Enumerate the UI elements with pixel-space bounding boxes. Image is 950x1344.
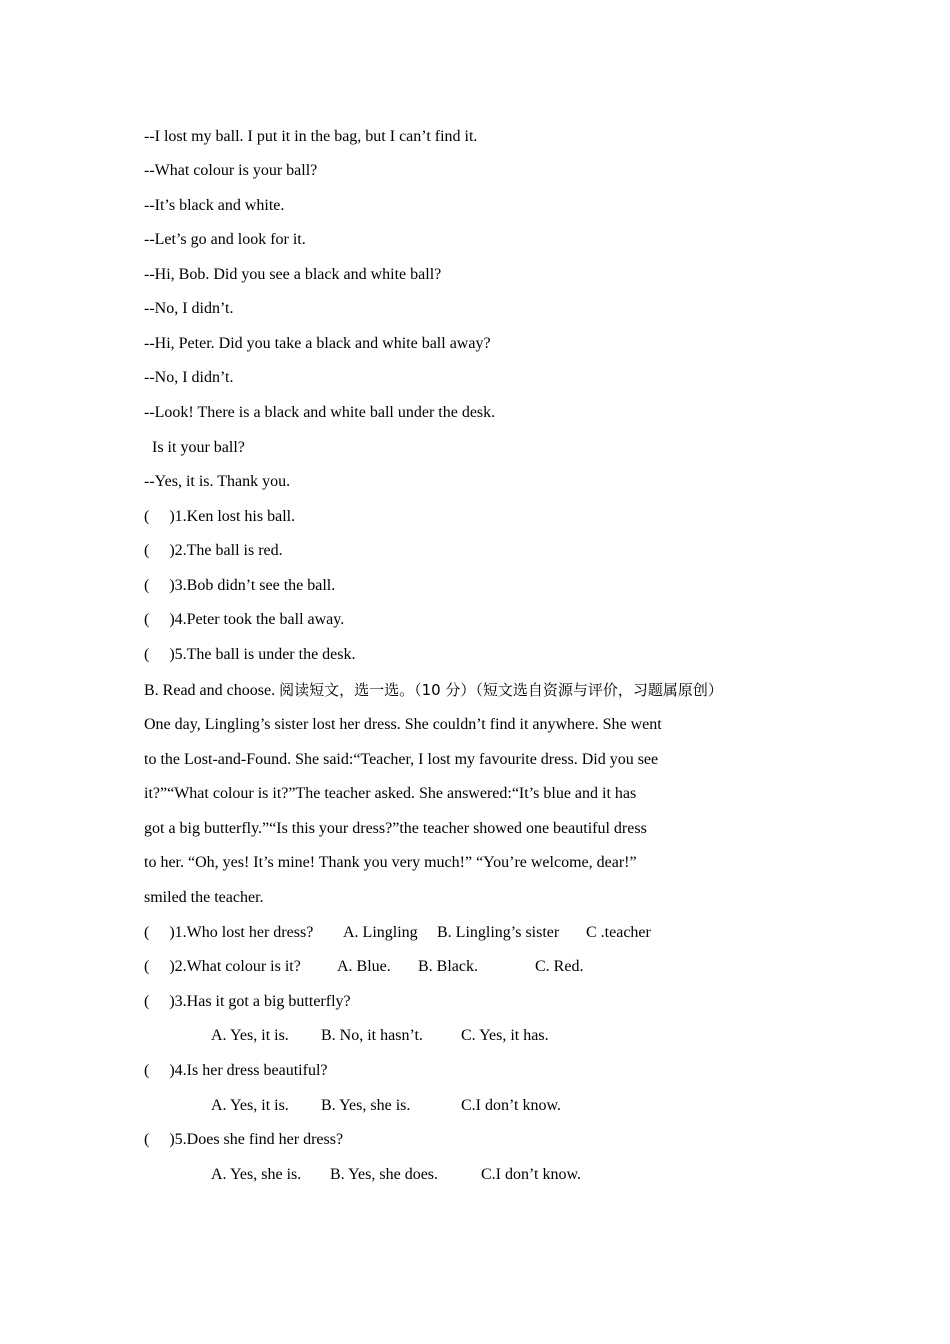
dialogue-line: --No, I didn’t. (144, 369, 234, 386)
dialogue-line: --Look! There is a black and white ball under the desk. (144, 404, 496, 421)
choice-option-a: A. Blue. (337, 958, 391, 975)
choice-option-b: B. Lingling’s sister (437, 924, 560, 941)
choice-question-stem: ( )4.Is her dress beautiful? (144, 1062, 328, 1079)
passage-line: it?”“What colour is it?”The teacher asked. She answered:“It’s blue and it has (144, 785, 637, 802)
section-b-heading-cn: 阅读短文，选一选。（10 分）（短文选自资源与评价，习题属原创） (279, 681, 723, 699)
choice-option-b: B. Yes, she does. (330, 1166, 439, 1183)
dialogue-line: --What colour is your ball? (144, 162, 318, 179)
choice-option-a: A. Lingling (343, 924, 418, 941)
choice-option-c: C.I don’t know. (461, 1097, 561, 1114)
judgement-question: ( )1.Ken lost his ball. (144, 508, 296, 525)
choice-option-c: C .teacher (586, 924, 651, 941)
dialogue-line: --Hi, Bob. Did you see a black and white ball? (144, 266, 442, 283)
dialogue-line: --Yes, it is. Thank you. (144, 473, 291, 490)
judgement-question: ( )3.Bob didn’t see the ball. (144, 577, 336, 594)
choice-option-a: A. Yes, it is. (211, 1027, 289, 1044)
choice-question-stem: ( )3.Has it got a big butterfly? (144, 993, 351, 1010)
dialogue-line: --Hi, Peter. Did you take a black and white ball away? (144, 335, 491, 352)
choice-question-stem: ( )5.Does she find her dress? (144, 1131, 344, 1148)
choice-option-a: A. Yes, it is. (211, 1097, 289, 1114)
choice-option-a: A. Yes, she is. (211, 1166, 302, 1183)
choice-option-c: C.I don’t know. (481, 1166, 581, 1183)
passage-line: to the Lost-and-Found. She said:“Teacher, I lost my favourite dress. Did you see (144, 751, 659, 768)
choice-option-c: C. Red. (535, 958, 584, 975)
dialogue-line: Is it your ball? (152, 439, 245, 456)
judgement-question: ( )4.Peter took the ball away. (144, 611, 345, 628)
dialogue-line: --It’s black and white. (144, 197, 285, 214)
dialogue-line: --Let’s go and look for it. (144, 231, 306, 248)
choice-option-c: C. Yes, it has. (461, 1027, 549, 1044)
choice-option-b: B. Black. (418, 958, 478, 975)
dialogue-line: --No, I didn’t. (144, 300, 234, 317)
choice-question-stem: ( )1.Who lost her dress? (144, 924, 314, 941)
judgement-question: ( )5.The ball is under the desk. (144, 646, 356, 663)
section-b-heading (144, 680, 723, 701)
section-b-heading-en: B. Read and choose. (144, 682, 280, 699)
judgement-question: ( )2.The ball is red. (144, 542, 283, 559)
passage-line: One day, Lingling’s sister lost her dress. She couldn’t find it anywhere. She went (144, 716, 662, 733)
choice-option-b: B. No, it hasn’t. (321, 1027, 423, 1044)
passage-line: smiled the teacher. (144, 889, 264, 906)
choice-option-b: B. Yes, she is. (321, 1097, 411, 1114)
dialogue-line: --I lost my ball. I put it in the bag, but I can’t find it. (144, 128, 478, 145)
passage-line: got a big butterfly.”“Is this your dress?”the teacher showed one beautiful dress (144, 820, 647, 837)
passage-line: to her. “Oh, yes! It’s mine! Thank you very much!” “You’re welcome, dear!” (144, 854, 637, 871)
choice-question-stem: ( )2.What colour is it? (144, 958, 301, 975)
